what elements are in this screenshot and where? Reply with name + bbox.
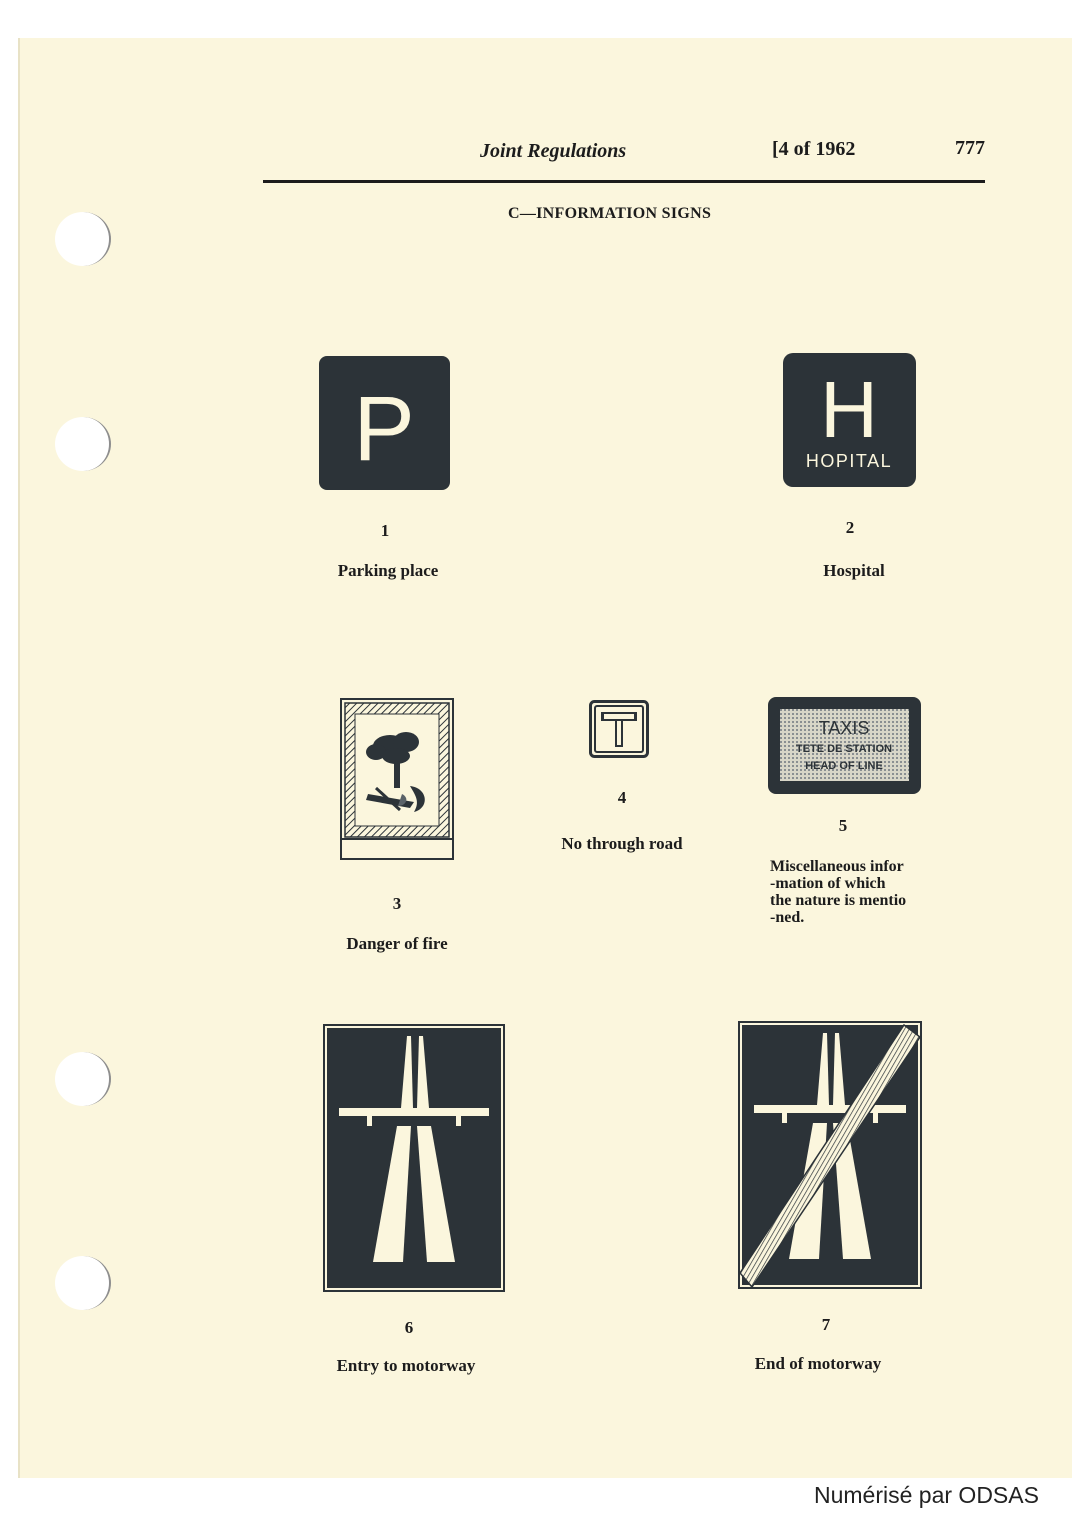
scan-credit: Numérisé par ODSAS [814,1482,1039,1508]
binder-hole [55,1256,111,1310]
binder-hole [55,417,111,471]
fire-danger-sign-icon [340,698,454,860]
caption-line: -mation of which [770,875,886,892]
plate-line: TETE DE STATION [795,743,893,755]
sign-number: 6 [404,1318,414,1337]
binder-hole [55,212,111,266]
running-title: Joint Regulations [480,140,627,162]
sign-number: 2 [845,518,855,537]
caption-line: -ned. [770,909,805,926]
no-through-road-sign-icon [589,700,649,758]
hospital-glyph: H [820,365,878,454]
motorway-end-sign-icon [738,1021,922,1289]
motorway-entry-sign-icon [323,1024,505,1292]
parking-sign-icon [319,356,450,490]
header-rule [263,180,985,183]
page-number: 777 [955,137,985,159]
binder-hole [55,1052,111,1106]
caption-line: the nature is mentio [770,892,907,909]
parking-glyph: P [353,378,415,480]
sign-number: 1 [380,521,390,540]
sign-caption: End of motorway [754,1354,882,1373]
sign-caption: No through road [561,834,683,853]
sign-caption: Hospital [823,561,885,580]
plate-line: HEAD OF LINE [805,760,883,772]
sign-caption [770,858,940,926]
sign-number: 4 [617,788,627,807]
sign-number: 7 [821,1315,831,1334]
sign-caption: Entry to motorway [336,1356,476,1375]
plate-line: TAXIS [818,718,870,738]
hospital-sub-label: HOPITAL [805,451,893,471]
act-reference: [4 of 1962 [772,138,856,160]
section-title: C—INFORMATION SIGNS [508,205,712,222]
taxi-plate-sign-icon [768,697,921,794]
sign-caption: Danger of fire [346,934,448,953]
sign-number: 5 [838,816,848,835]
hospital-sign-icon [783,353,916,487]
caption-line: Miscellaneous infor [770,858,904,875]
sign-number: 3 [392,894,402,913]
sign-caption: Parking place [337,561,439,580]
